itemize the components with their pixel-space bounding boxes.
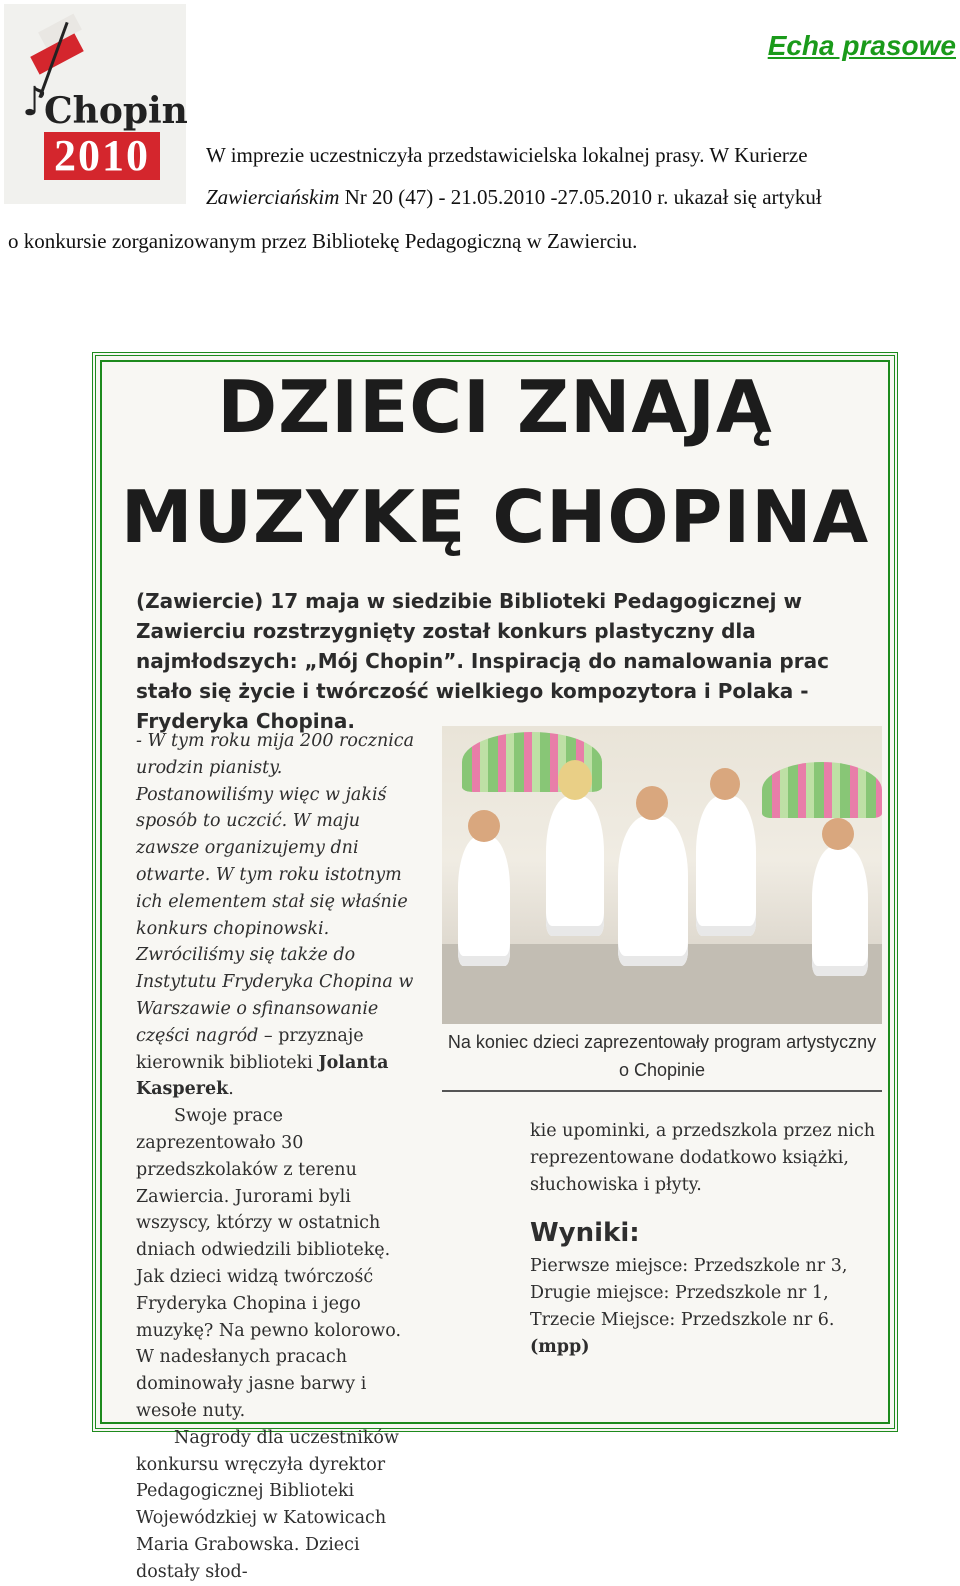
- intro-line-2-rest: Nr 20 (47) - 21.05.2010 -27.05.2010 r. ukazał się artykuł: [339, 185, 822, 209]
- author-signature: (mpp): [530, 1337, 590, 1357]
- photo-child: [618, 816, 688, 966]
- article-photo: [442, 726, 882, 1024]
- photo-umbrella: [762, 762, 882, 818]
- photo-child-head: [822, 818, 854, 850]
- result-item: Drugie miejsce: Przedszkole nr 1,: [530, 1283, 829, 1303]
- photo-caption: Na koniec dzieci zaprezentowały program artystyczny o Chopinie: [447, 1032, 877, 1080]
- article-body-1: Swoje prace zaprezentowało 30 przedszkolaków z terenu Zawiercia. Jurorami byli wszyscy, którzy w ostatnich dniach odwiedzili bibliotekę. Jak dzieci widzą twórczość Fryderyka Chopina i jego muzykę? Na pewno kolorowo. W nadesłanych pracach dominowały jasne barwy i wesołe nuty.: [136, 1106, 402, 1421]
- intro-line-2: [206, 176, 822, 218]
- article-body-2: Nagrody dla uczestników konkursu wręczyła dyrektor Pedagogicznej Biblioteki Wojewódzkiej w Katowicach Maria Grabowska. Dzieci dostały słod-: [136, 1427, 399, 1582]
- article-left-column: [136, 728, 416, 1586]
- music-note-icon: ♪: [22, 79, 48, 125]
- result-item: Trzecie Miejsce: Przedszkole nr 6.: [530, 1310, 835, 1330]
- intro-line-3: o konkursie zorganizowanym przez Bibliotekę Pedagogiczną w Zawierciu.: [8, 229, 638, 253]
- results-heading: Wyniki:: [530, 1218, 640, 1248]
- quote-person: Jolanta Kasperek: [136, 1052, 389, 1100]
- photo-child-head: [468, 810, 500, 842]
- photo-child-head: [636, 786, 668, 820]
- photo-child: [812, 846, 868, 976]
- article-right-column: [530, 1118, 890, 1361]
- photo-child-head: [558, 760, 592, 800]
- article-quote: - W tym roku mija 200 rocznica urodzin pianisty. Postanowiliśmy więc w jakiś sposób to uczcić. W maju zawsze organizujemy dni otwarte. W tym roku istotnym ich elementem stał się właśnie konkurs chopinowski. Zwróciliśmy się także do Instytutu Fryderyka Chopina w Warszawie o sfinansowanie części nagród: [136, 731, 415, 1046]
- caption-divider: [442, 1090, 882, 1092]
- photo-child-head: [710, 768, 740, 800]
- intro-line-1: W imprezie uczestniczyła przedstawicielska lokalnej prasy. W Kurierze: [206, 143, 808, 167]
- quote-end: .: [228, 1079, 234, 1100]
- chopin-2010-logo: [4, 4, 186, 204]
- result-item: Pierwsze miejsce: Przedszkole nr 3,: [530, 1256, 848, 1276]
- logo-year: 2010: [44, 132, 160, 180]
- section-title: Echa prasowe: [767, 30, 956, 61]
- photo-child: [546, 796, 604, 936]
- headline-line-1: DZIECI ZNAJĄ: [217, 365, 773, 449]
- logo-text: Chopin: [44, 90, 188, 132]
- article-body-3: kie upominki, a przedszkola przez nich reprezentowane dodatkowo książki, słuchowiska i płyty.: [530, 1121, 876, 1195]
- article-lead: (Zawiercie) 17 maja w siedzibie Biblioteki Pedagogicznej w Zawierciu rozstrzygnięty został konkurs plastyczny dla najmłodszych: „Mój Chopin”. Inspiracją do namalowania prac stało się życie i twórczość wielkiego kompozytora i Polaka - Fryderyka Chopina.: [136, 589, 829, 733]
- newspaper-clipping: [92, 352, 898, 1582]
- photo-child: [458, 836, 510, 966]
- quote-attribution: – przyznaje kierownik biblioteki: [136, 1025, 364, 1073]
- newspaper-name: Zawierciańskim: [206, 185, 340, 209]
- photo-child: [696, 796, 756, 936]
- headline-line-2: MUZYKĘ CHOPINA: [120, 475, 870, 559]
